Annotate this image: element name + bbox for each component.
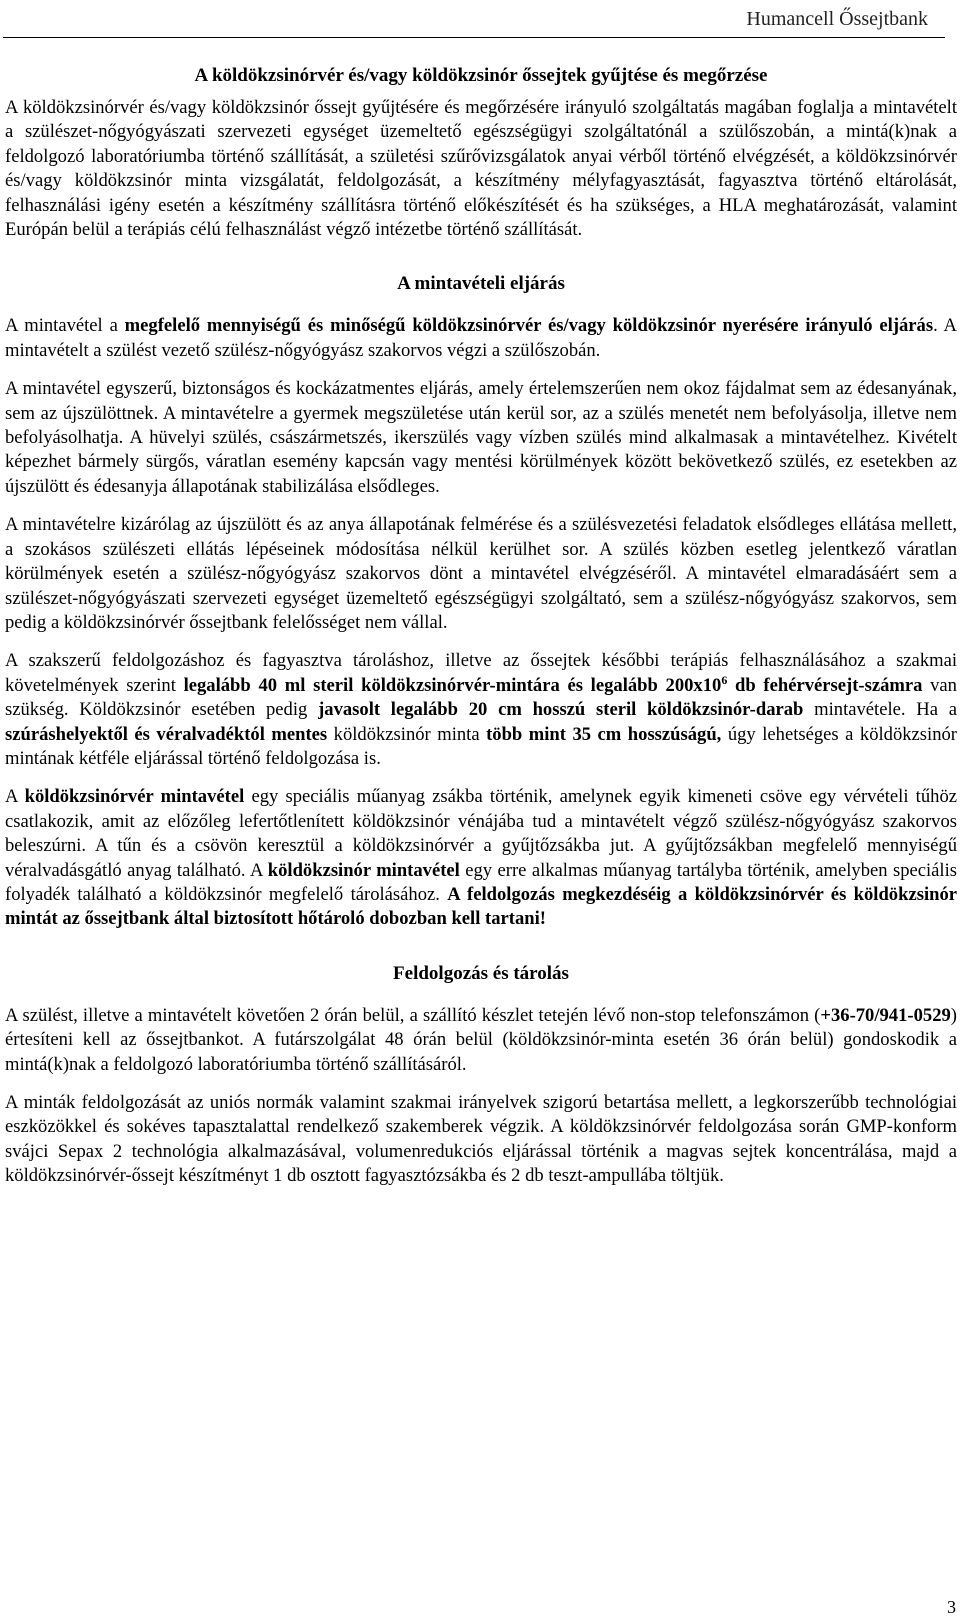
text-run: köldökzsinór minta [327,723,487,745]
bold-run: szúráshelyektől és véralvadéktól mentes [5,723,328,745]
processing-paragraph-1 [5,1004,957,1077]
text-run: van szükség. Köldökzsinór esetében pedig [5,674,957,721]
sampling-paragraph-2: A mintavétel egyszerű, biztonságos és kockázatmentes eljárás, amely értelemszerűen nem okoz fájdalmat sem az édesanyának, sem az újszülöttnek. A mintavételre a gyermek megszületése után kerül sor, az a szülés menetét nem befolyásolja, illetve nem befolyásolhatja. A hüvelyi szülés, császármetszés, ikerszülés vagy vízben szülés mind alkalmasak a mintavételhez. Kivételt képezhet bármely sürgős, váratlan esemény kapcsán vagy mentési körülmények között bekövetkező szülés, ez esetekben az újszülött és édesanyja állapotának stabilizálása elsődleges. [5,378,957,497]
sampling-paragraph-1 [5,314,957,363]
text-run: db fehérvérsejt-számra [727,674,923,696]
phone-number: +36-70/941-0529 [820,1004,951,1026]
processing-paragraph-2: A minták feldolgozását az uniós normák valamint szakmai irányelvek szigorú betartása mellett, a legkorszerűbb technológiai eszközökkel és sokéves tapasztalattal rendelkező szakemberek végzik. A köldökzsinórvér feldolgozása során GMP-konform svájci Sepax 2 technológia alkalmazásával, volumenredukciós eljárással történik a magvas sejtek koncentrálása, majd a köldökzsinórvér-őssejt készítményt 1 db osztott fagyasztózsákba és 2 db teszt-ampullába töltjük. [5,1092,957,1187]
bold-run: köldökzsinór mintavétel [267,859,460,881]
text-run: . A mintavételt a szülést vezető szülész-nőgyógyász szakorvos végzi a szülőszobán. [5,315,957,361]
text-run: A mintavétel a [5,315,125,337]
text-run: legalább 40 ml steril köldökzsinórvér-mintára és legalább 200x10 [183,674,722,696]
section-heading-sampling: A mintavételi eljárás [397,273,565,295]
text-run: úgy lehetséges a köldökzsinór mintának kétféle eljárással történő feldolgozása is. [5,723,957,769]
document-body [5,64,957,1203]
text-run: A [5,786,25,808]
section-heading-processing: Feldolgozás és tárolás [393,962,569,984]
text-run: A szakszerű feldolgozáshoz és fagyasztva tároláshoz, illetve az őssejtek későbbi terápiás felhasználásához a szakmai követelmények szerint [5,650,957,696]
bold-run: megfelelő mennyiségű és minőségű köldökzsinórvér és/vagy köldökzsinór nyerésére irányuló eljárás [124,315,934,337]
bold-run [183,672,923,696]
bold-run: több mint 35 cm hosszúságú, [486,723,722,745]
text-run: egy erre alkalmas műanyag tartályba történik, amelyben speciális folyadék található a köldökzsinór megfelelő tárolásához. [5,859,957,905]
sampling-paragraph-5 [5,785,957,931]
bold-run: A feldolgozás megkezdéséig a köldökzsinórvér és köldökzsinór mintát az őssejtbank által biztosított hőtároló dobozban kell tartani! [5,883,957,930]
page-header [0,4,948,30]
text-run: ) értesíteni kell az őssejtbankot. A futárszolgálat 48 órán belül (köldökzsinór-minta esetén 36 órán belül) gondoskodik a mintá(k)nak a feldolgozó laboratóriumba történő szállításáról. [5,1004,957,1075]
superscript: 6 [721,672,728,687]
bold-run: köldökzsinórvér mintavétel [24,786,245,808]
text-run: mintavétele. Ha a [803,699,957,721]
intro-paragraph: A köldökzsinórvér és/vagy köldökzsinór őssejt gyűjtésére és megőrzésére irányuló szolgáltatás magában foglalja a mintavételt a szülészet-nőgyógyászati szervezeti egységet üzemeltető egészségügyi szolgáltatónál a szülőszobán, a mintá(k)nak a feldolgozó laboratóriumba történő szállítását, a születési szűrővizsgálatok anyai vérből történő elvégzését, a köldökzsinórvér és/vagy köldökzsinór minta vizsgálatát, feldolgozását, a készítmény mélyfagyasztását, fagyasztva történő eltárolását, felhasználási igény esetén a készítmény szállításra történő előkészítését és ha szükséges, a HLA meghatározását, valamint Európán belül a terápiás célú felhasználást végző intézetbe történő szállítását. [5,97,957,241]
page-number: 3 [947,1597,956,1617]
document-title: A köldökzsinórvér és/vagy köldökzsinór őssejtek gyűjtése és megőrzése [194,65,768,86]
header-rule [3,37,945,38]
bold-run: javasolt legalább 20 cm hosszú steril köldökzsinór-darab [318,699,804,721]
header-title: Humancell Őssejtbank [746,8,928,30]
sampling-paragraph-4 [5,649,957,771]
sampling-paragraph-3: A mintavételre kizárólag az újszülött és az anya állapotának felmérése és a szülésvezetési feladatok elsődleges ellátása mellett, a szokásos szülészeti ellátás lépéseinek módosítása nélkül kerülhet sor. A szülés közben esetleg jelentkező váratlan körülmények esetén a szülész-nőgyógyász szakorvos dönt a mintavétel elvégzéséről. A mintavétel elmaradásáért sem a szülészet-nőgyógyászati szervezeti egységet üzemeltető egészségügyi szolgáltató, sem a szülész-nőgyógyász szakorvos, sem pedig a köldökzsinórvér őssejtbank felelősséget nem vállal. [5,514,957,633]
text-run: A szülést, illetve a mintavételt követően 2 órán belül, a szállító készlet tetején lévő non-stop telefonszámon ( [5,1004,821,1026]
text-run: egy speciális műanyag zsákba történik, amelynek egyik kimeneti csöve egy vérvételi tűhöz csatlakozik, amit az előzőleg lefertőtlenített köldökzsinór vénájába tud a mintavételt végző szülész-nőgyógyász szakorvos beleszúrni. A tűn és a csövön keresztül a köldökzsinórvér a gyűjtőzsákba jut. A gyűjtőzsákban megfelelő mennyiségű véralvadásgátló anyag található. A [5,786,957,881]
